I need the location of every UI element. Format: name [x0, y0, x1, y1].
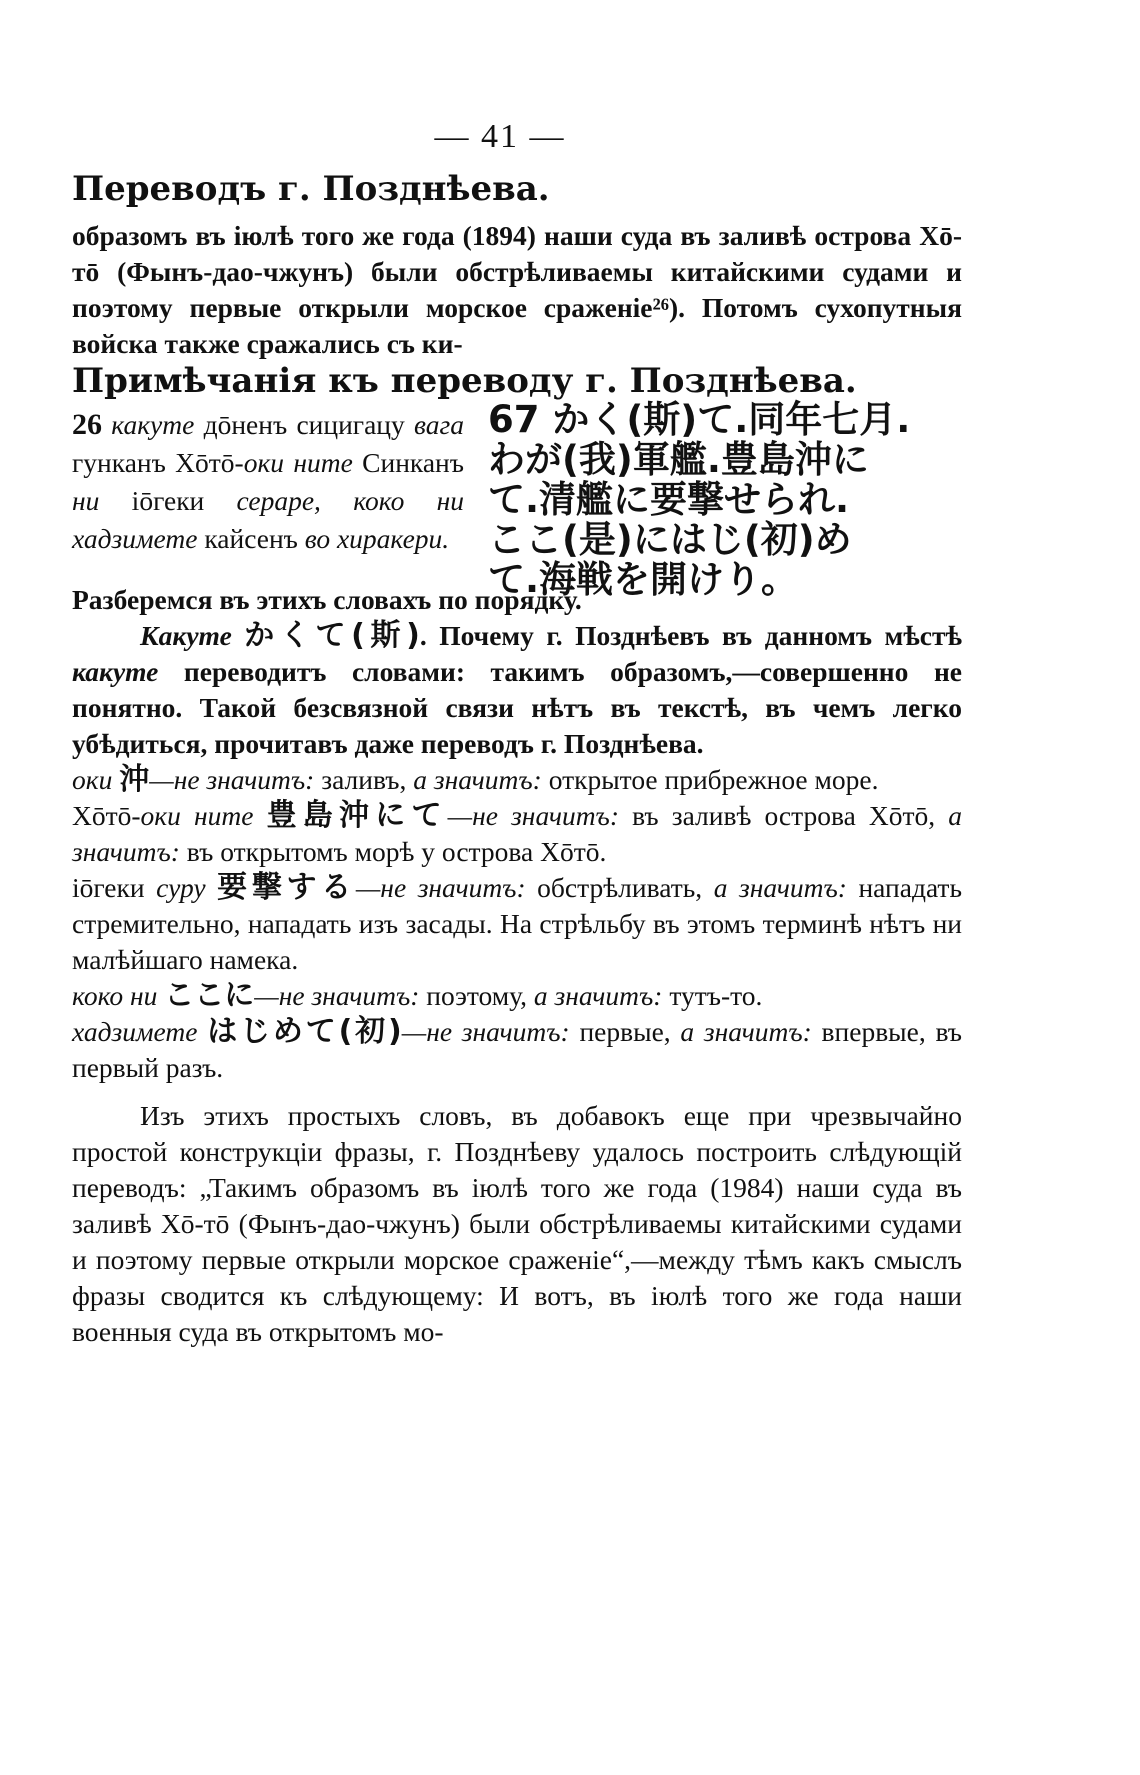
italic-run: а значитъ: — [413, 764, 542, 795]
text-run: переводитъ словами: такимъ образомъ,—совершенно не понятно. Такой безсвязной связи нѣтъ въ текстѣ, въ чемъ легко убѣдиться, прочитавъ даже переводъ г. Позднѣева. — [72, 656, 962, 759]
jp-line: ここ(是)にはじ(初)め — [488, 518, 852, 561]
italic-run: оки ните — [140, 800, 267, 831]
jp-line: わが(我)軍艦.豊島沖に — [488, 438, 869, 481]
italic-run: серарe, коко ни хадзимете — [72, 485, 464, 554]
italic-run: хадзимете — [72, 1016, 208, 1047]
text-run: поэтому, — [419, 980, 534, 1011]
text-run: іōгеки — [99, 485, 237, 516]
text-run: . Почему г. Позднѣевъ въ данномъ мѣстѣ — [419, 620, 963, 651]
gloss-oki — [72, 762, 962, 798]
japanese-term: 要撃する — [217, 870, 356, 905]
italic-run: —не значитъ: — [355, 872, 526, 903]
text-run: обстрѣливать, — [525, 872, 714, 903]
italic-run: какуте — [111, 409, 195, 440]
japanese-term: はじめて(初) — [207, 1014, 402, 1049]
conclusion-paragraph: Изъ этихъ простыхъ словъ, въ добавокъ еще при чрезвычайно простой конструкціи фразы, г. Позднѣеву удалось построить слѣдующій переводъ: „Такимъ образомъ въ іюлѣ того же года (1984) наши суда въ заливѣ Хō-тō (Фынъ-дао-чжунъ) были обстрѣливаемы китайскими судами и поэтому первые открыли морское сраженіе“,—между тѣмъ какъ смыслъ фразы сводится къ слѣдующему: И вотъ, въ іюлѣ того же года наши военныя суда въ открытомъ мо- — [72, 1100, 962, 1347]
italic-run: во хиракери. — [304, 523, 450, 554]
notes-heading-block — [72, 360, 962, 402]
japanese-term: ここに — [164, 978, 255, 1013]
text-run: Синканъ — [352, 447, 464, 478]
italic-run: —не значитъ: — [401, 1016, 570, 1047]
gloss-iogeki-suru — [72, 870, 962, 978]
italic-run: оки — [72, 764, 120, 795]
italic-run: —не значитъ: — [254, 980, 420, 1011]
italic-run: а значитъ: — [713, 872, 847, 903]
italic-run: —не значитъ: — [149, 764, 315, 795]
text-run: іōгеки — [72, 872, 157, 903]
analysis-body — [72, 582, 962, 1350]
italic-run: вага — [414, 409, 464, 440]
text-run: въ открытомъ морѣ у острова Хōтō. — [179, 836, 607, 867]
italic-run: а значитъ: — [533, 980, 663, 1011]
translation-section — [72, 168, 962, 362]
italic-run: а значитъ: — [72, 800, 962, 867]
jp-line: て.海戦を開けり。 — [488, 558, 799, 601]
jp-line: て.清艦に要撃せられ. — [488, 478, 850, 521]
italic-run: коко ни — [72, 980, 165, 1011]
text-run: гунканъ Хōтō- — [72, 447, 244, 478]
page-number: — 41 — — [434, 118, 566, 155]
translation-paragraph: образомъ въ іюлѣ того же года (1894) наши суда въ заливѣ острова Хō-тō (Фынъ-дао-чжунъ) были обстрѣливаемы китайскими судами и поэтому первые открыли морское сраженіе²⁶). Потомъ сухопутныя войска также сражались съ ки- — [72, 220, 962, 359]
note-number: 26 — [72, 408, 102, 441]
text-run: впервые, въ первый разъ. — [72, 1016, 962, 1083]
text-run: въ заливѣ острова Хōтō, — [619, 800, 949, 831]
note-romanized-text — [72, 409, 464, 554]
text-run: открытое прибрежное море. — [541, 764, 879, 795]
gloss-hoto-oki-nite — [72, 798, 962, 870]
italic-run: а значитъ: — [680, 1016, 812, 1047]
text-run: первые, — [569, 1016, 681, 1047]
text-run: заливъ, — [314, 764, 414, 795]
text-run: тутъ-то. — [662, 980, 763, 1011]
italic-run: Какуте — [140, 620, 245, 651]
japanese-term: 豊島沖にて — [266, 798, 448, 833]
analysis-kakute — [72, 618, 962, 762]
section-heading-translation: Переводъ г. Позднѣева. — [72, 169, 550, 209]
italic-run: какуте — [72, 656, 159, 687]
note-romanized — [72, 406, 464, 558]
italic-run: оки ните — [243, 447, 353, 478]
gloss-hadzimete — [72, 1014, 962, 1086]
italic-run: ни — [72, 485, 100, 516]
italic-run: суру — [156, 872, 218, 903]
text-run: кайсенъ — [197, 523, 305, 554]
italic-run: —не значитъ: — [447, 800, 619, 831]
text-run: Хōтō- — [72, 800, 141, 831]
analysis-intro: Разберемся въ этихъ словахъ по порядку. — [72, 584, 582, 615]
japanese-term: 沖 — [119, 762, 150, 797]
note-japanese — [488, 400, 958, 600]
section-heading-notes: Примѣчанія къ переводу г. Позднѣева. — [72, 361, 857, 401]
japanese-term: かくて(斯) — [244, 618, 420, 653]
jp-line: 67 かく(斯)て.同年七月. — [488, 398, 911, 441]
text-run: нападать стремительно, нападать изъ засады. На стрѣльбу въ этомъ терминѣ нѣтъ ни малѣйшаго намека. — [72, 872, 962, 975]
text-run: дōненъ сицигацу — [194, 409, 415, 440]
gloss-koko-ni — [72, 978, 962, 1014]
